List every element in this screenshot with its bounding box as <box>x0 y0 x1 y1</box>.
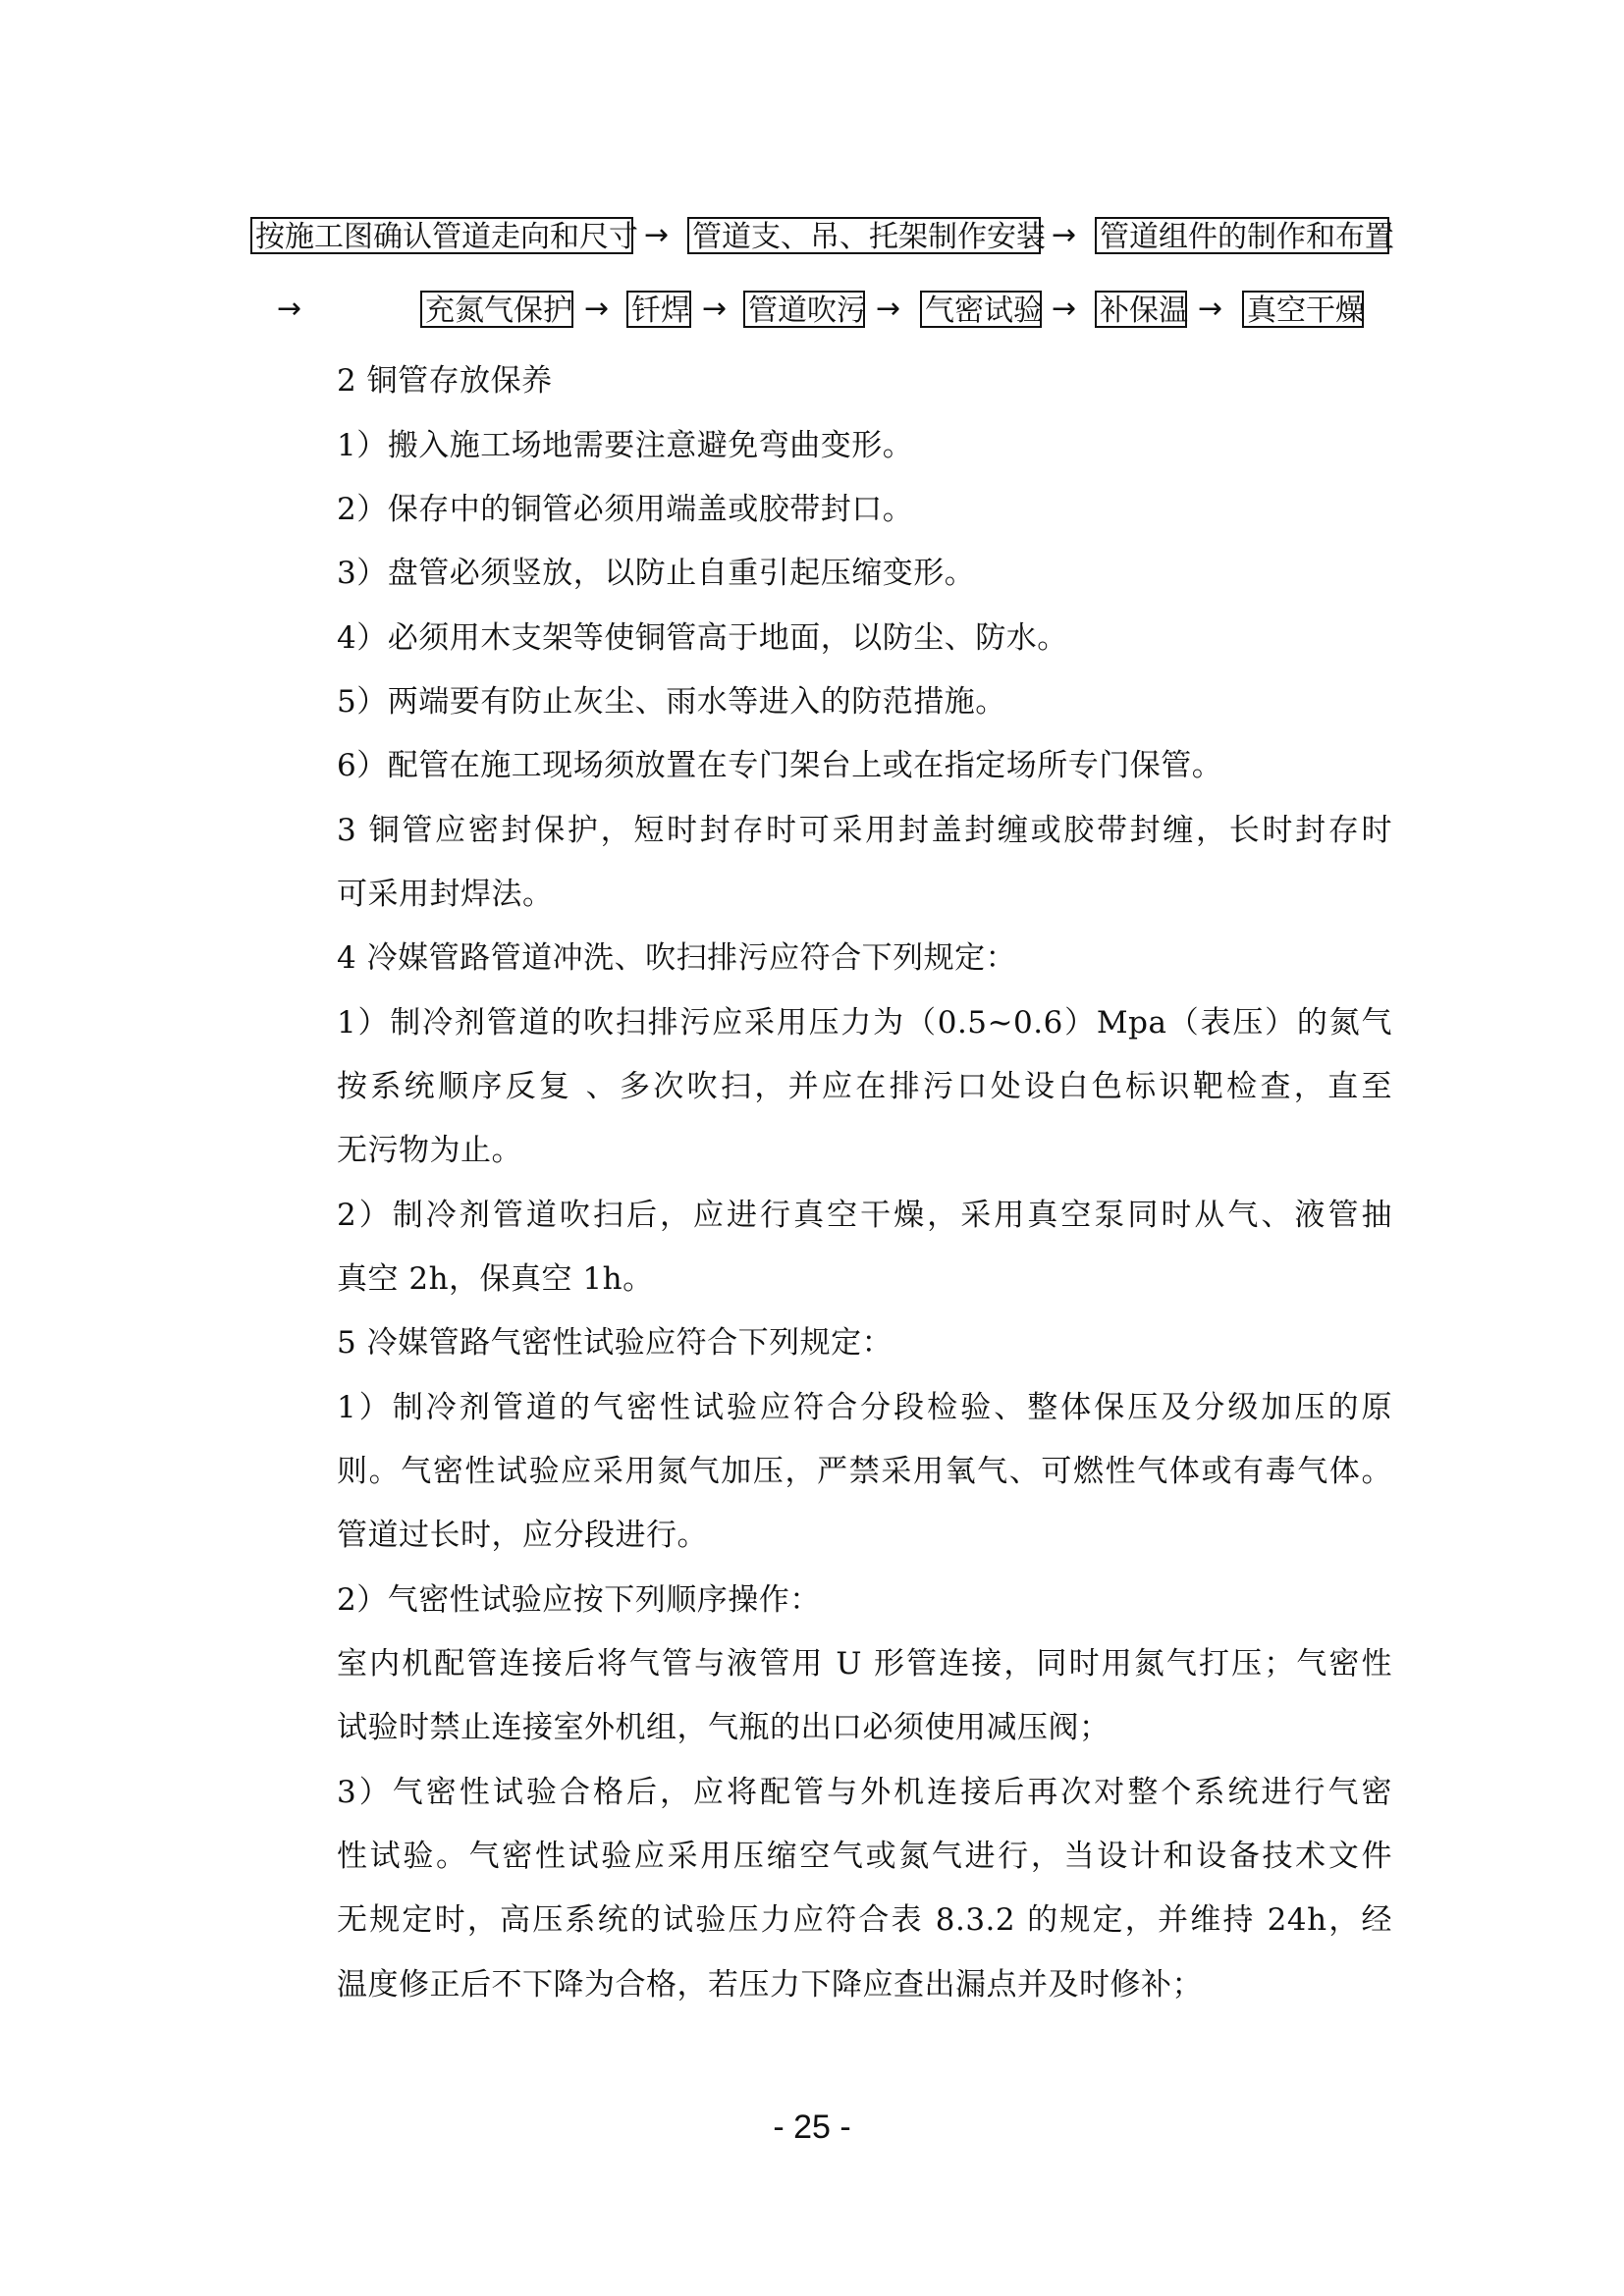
flow-step-insulation: 补保温 <box>1095 291 1187 328</box>
text-line: 可采用封焊法。 <box>337 877 554 912</box>
flow-step-brazing: 钎焊 <box>626 291 691 328</box>
text-line: 真空 2h，保真空 1h。 <box>337 1261 654 1297</box>
text-line: 管道过长时，应分段进行。 <box>337 1518 708 1553</box>
flow-step-vacuum-dry: 真空干燥 <box>1242 291 1364 328</box>
text-line: 2）气密性试验应按下列顺序操作： <box>337 1582 821 1618</box>
flow-arrow-icon: → <box>1052 292 1077 326</box>
text-line: 无规定时，高压系统的试验压力应符合表 8.3.2 的规定，并维持 24h，经 <box>337 1902 1392 1938</box>
flow-step-support-install: 管道支、吊、托架制作安装 <box>687 217 1041 254</box>
flow-step-airtight-test: 气密试验 <box>920 291 1042 328</box>
text-line: 温度修正后不下降为合格，若压力下降应查出漏点并及时修补； <box>337 1967 1203 2002</box>
text-line: 按系统顺序反复 、多次吹扫，并应在排污口处设白色标识靶检查，直至 <box>337 1069 1392 1104</box>
section-heading: 2 铜管存放保养 <box>337 363 553 399</box>
flow-step-blowing: 管道吹污 <box>743 291 865 328</box>
text-line: 4）必须用木支架等使铜管高于地面，以防尘、防水。 <box>337 620 1068 656</box>
text-line: 试验时禁止连接室外机组，气瓶的出口必须使用减压阀； <box>337 1710 1110 1745</box>
section-heading: 5 冷媒管路气密性试验应符合下列规定： <box>337 1325 893 1361</box>
flow-arrow-icon: → <box>277 292 302 326</box>
text-line: 3）盘管必须竖放，以防止自重引起压缩变形。 <box>337 556 976 591</box>
process-flow-row-1 <box>0 217 1624 260</box>
text-line: 3）气密性试验合格后，应将配管与外机连接后再次对整个系统进行气密 <box>337 1775 1392 1810</box>
flow-arrow-icon: → <box>584 292 610 326</box>
text-line: 1）制冷剂管道的气密性试验应符合分段检验、整体保压及分级加压的原 <box>337 1390 1392 1425</box>
flow-step-nitrogen: 充氮气保护 <box>420 291 573 328</box>
text-line: 室内机配管连接后将气管与液管用 U 形管连接，同时用氮气打压；气密性 <box>337 1646 1392 1682</box>
text-line: 1）制冷剂管道的吹扫排污应采用压力为（0.5~0.6）Mpa（表压）的氮气 <box>337 1005 1392 1041</box>
flow-step-components: 管道组件的制作和布置 <box>1095 217 1389 254</box>
text-line: 5）两端要有防止灰尘、雨水等进入的防范措施。 <box>337 684 1006 720</box>
text-line: 1）搬入施工场地需要注意避免弯曲变形。 <box>337 428 914 463</box>
section-heading: 4 冷媒管路管道冲洗、吹扫排污应符合下列规定： <box>337 940 1017 976</box>
flow-arrow-icon: → <box>876 292 901 326</box>
text-line: 性试验。气密性试验应采用压缩空气或氮气进行，当设计和设备技术文件 <box>337 1839 1392 1874</box>
flow-arrow-icon: → <box>644 218 670 252</box>
section-heading: 3 铜管应密封保护，短时封存时可采用封盖封缠或胶带封缠，长时封存时 <box>337 813 1392 848</box>
text-line: 则。气密性试验应采用氮气加压，严禁采用氧气、可燃性气体或有毒气体。 <box>337 1454 1392 1489</box>
flow-step-confirm-route: 按施工图确认管道走向和尺寸 <box>250 217 633 254</box>
process-flow-row-2 <box>0 291 1624 334</box>
page-number: - 25 - <box>773 2109 851 2146</box>
text-line: 2）保存中的铜管必须用端盖或胶带封口。 <box>337 492 914 527</box>
flow-arrow-icon: → <box>1052 218 1077 252</box>
text-line: 无污物为止。 <box>337 1133 522 1168</box>
flow-arrow-icon: → <box>1198 292 1223 326</box>
text-line: 6）配管在施工现场须放置在专门架台上或在指定场所专门保管。 <box>337 748 1223 783</box>
flow-arrow-icon: → <box>702 292 728 326</box>
text-line: 2）制冷剂管道吹扫后，应进行真空干燥，采用真空泵同时从气、液管抽 <box>337 1198 1392 1233</box>
